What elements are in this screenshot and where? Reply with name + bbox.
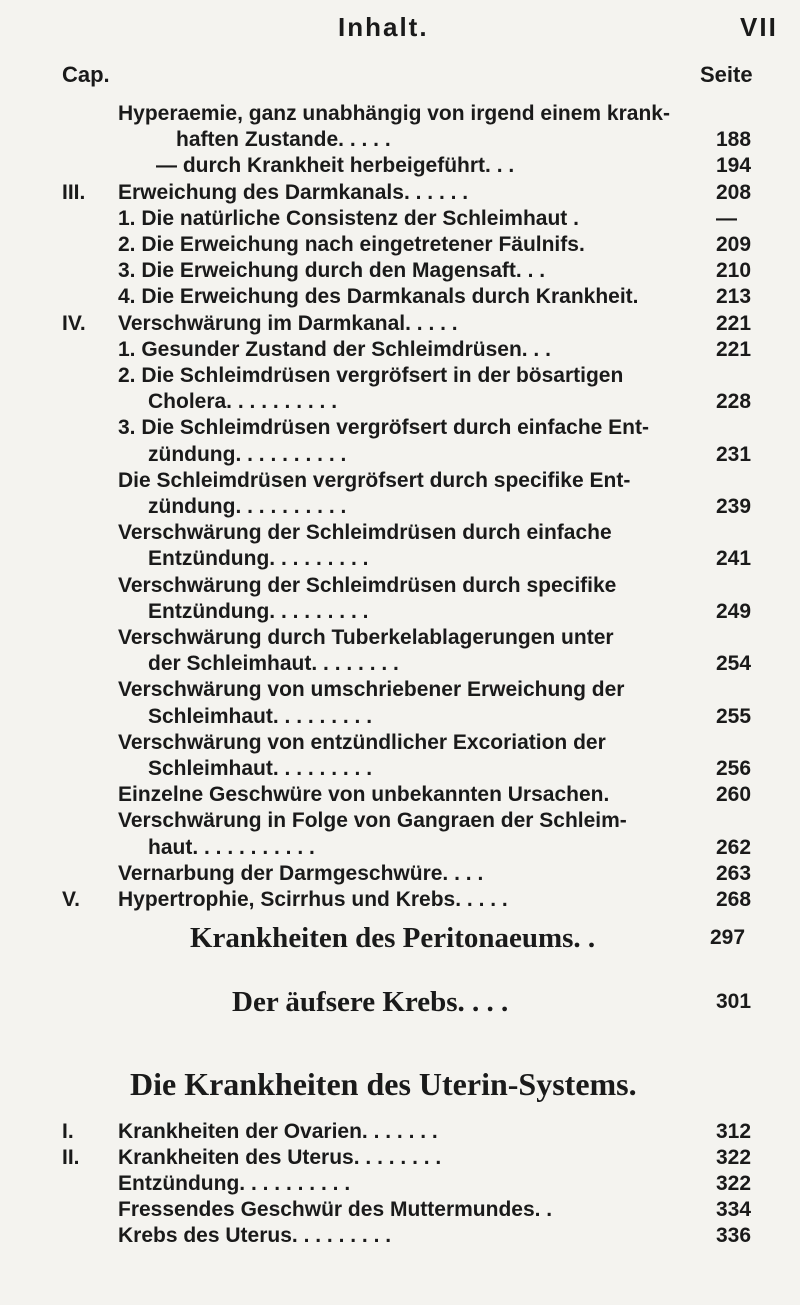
entry-text: Entzündung. . . . . . . . . .	[118, 1172, 351, 1195]
page-column-label: Seite	[700, 62, 753, 87]
page-number: 194	[716, 154, 752, 178]
entry-text: der Schleimhaut. . . . . . . .	[148, 652, 399, 676]
section-heading-uterin-system: Die Krankheiten des Uterin-Systems.	[130, 1066, 637, 1102]
entry-text: haut. . . . . . . . . . .	[148, 835, 315, 859]
page-number: 256	[716, 757, 752, 780]
entry-text: 3. Die Schleimdrüsen vergröfsert durch einfache Ent-	[118, 416, 649, 440]
entry-text: zündung. . . . . . . . . .	[148, 442, 347, 466]
page-number: —	[716, 206, 737, 230]
entry-text: 4. Die Erweichung des Darmkanals durch Krankheit.	[118, 285, 639, 309]
entry-text: Krankheiten des Uterus. . . . . . . .	[118, 1146, 442, 1169]
page-number: 213	[716, 285, 752, 309]
entry-text: Schleimhaut. . . . . . . . .	[148, 704, 373, 728]
entry-text: 1. Gesunder Zustand der Schleimdrüsen. . .	[118, 337, 551, 361]
page-number: 239	[716, 495, 752, 518]
entry-text: Entzündung. . . . . . . . .	[148, 599, 369, 623]
running-header-page-number: VII	[740, 12, 778, 42]
entry-text: Einzelne Geschwüre von unbekannten Ursachen.	[118, 783, 610, 807]
entry-text: Cholera. . . . . . . . . .	[148, 390, 338, 414]
page-number: 255	[716, 704, 752, 728]
entry-text: Krebs des Uterus. . . . . . . . .	[118, 1224, 392, 1247]
page-number: 322	[716, 1172, 752, 1195]
page-number: 263	[716, 861, 752, 885]
entry-text: Verschwärung von entzündlicher Excoriation der	[118, 730, 606, 754]
entry-text: 2. Die Schleimdrüsen vergröfsert in der bösartigen	[118, 364, 624, 387]
entry-text: haften Zustande. . . . .	[176, 128, 391, 152]
chapter-column-label: Cap.	[62, 62, 110, 87]
entry-text: Verschwärung im Darmkanal. . . . .	[118, 311, 458, 335]
page-number: 322	[716, 1146, 752, 1169]
entry-text: 3. Die Erweichung durch den Magensaft. . .	[118, 259, 546, 283]
page-number: 228	[716, 390, 752, 414]
entry-text: Verschwärung der Schleimdrüsen durch einfache	[118, 521, 612, 545]
page-number: 209	[716, 233, 752, 256]
uterin-entry	[0, 1220, 800, 1252]
entry-text: Fressendes Geschwür des Muttermundes. .	[118, 1198, 553, 1221]
chapter-number: V.	[62, 888, 80, 911]
entry-text: Hypertrophie, Scirrhus und Krebs. . . . .	[118, 888, 508, 911]
entry-text: — durch Krankheit herbeigeführt. . .	[156, 154, 515, 178]
entry-text: Verschwärung der Schleimdrüsen durch specifike	[118, 573, 617, 597]
entry-text: 2. Die Erweichung nach eingetretener Fäulnifs.	[118, 233, 585, 256]
section-heading-peritonaeum: Krankheiten des Peritonaeums. . 297	[190, 922, 746, 954]
entry-text: Schleimhaut. . . . . . . . .	[148, 757, 373, 780]
entry-text: zündung. . . . . . . . . .	[148, 495, 347, 518]
page-number: 208	[716, 180, 752, 204]
section-heading-aeussere-krebs: Der äufsere Krebs. . . . 301	[232, 986, 752, 1018]
entry-text: Vernarbung der Darmgeschwüre. . . .	[118, 861, 484, 885]
running-header-title: Inhalt.	[338, 12, 429, 42]
entry-text: Die Schleimdrüsen vergröfsert durch specifike Ent-	[118, 468, 631, 492]
page-number: 262	[716, 835, 752, 859]
entry-text: Entzündung. . . . . . . . .	[148, 547, 369, 571]
page-number: 241	[716, 547, 752, 571]
chapter-number: III.	[62, 180, 86, 204]
page-number: 312	[716, 1120, 752, 1143]
entry-text: 1. Die natürliche Consistenz der Schleimhaut .	[118, 206, 579, 230]
page-number: 260	[716, 783, 752, 807]
page-number: 249	[716, 599, 752, 623]
chapter-number: II.	[62, 1146, 80, 1169]
page-number: 221	[716, 311, 752, 335]
page-number: 336	[716, 1224, 752, 1247]
page-number: 254	[716, 652, 752, 676]
chapter-number: IV.	[62, 311, 86, 335]
entry-text: Verschwärung von umschriebener Erweichung der	[118, 678, 625, 702]
entry-text: Verschwärung durch Tuberkelablagerungen unter	[118, 626, 614, 649]
entry-text: Erweichung des Darmkanals. . . . . .	[118, 180, 469, 204]
page-number: 210	[716, 259, 752, 283]
entry-text: Krankheiten der Ovarien. . . . . . .	[118, 1120, 438, 1143]
entry-text: Hyperaemie, ganz unabhängig von irgend einem krank-	[118, 102, 670, 125]
toc-entry	[0, 884, 800, 916]
page-number: 231	[716, 442, 752, 466]
chapter-number: I.	[62, 1120, 74, 1143]
page-number: 334	[716, 1198, 752, 1221]
page-number: 221	[716, 337, 752, 361]
entry-text: Verschwärung in Folge von Gangraen der Schleim-	[118, 809, 627, 833]
page-number: 188	[716, 128, 752, 152]
page-number: 268	[716, 888, 752, 911]
